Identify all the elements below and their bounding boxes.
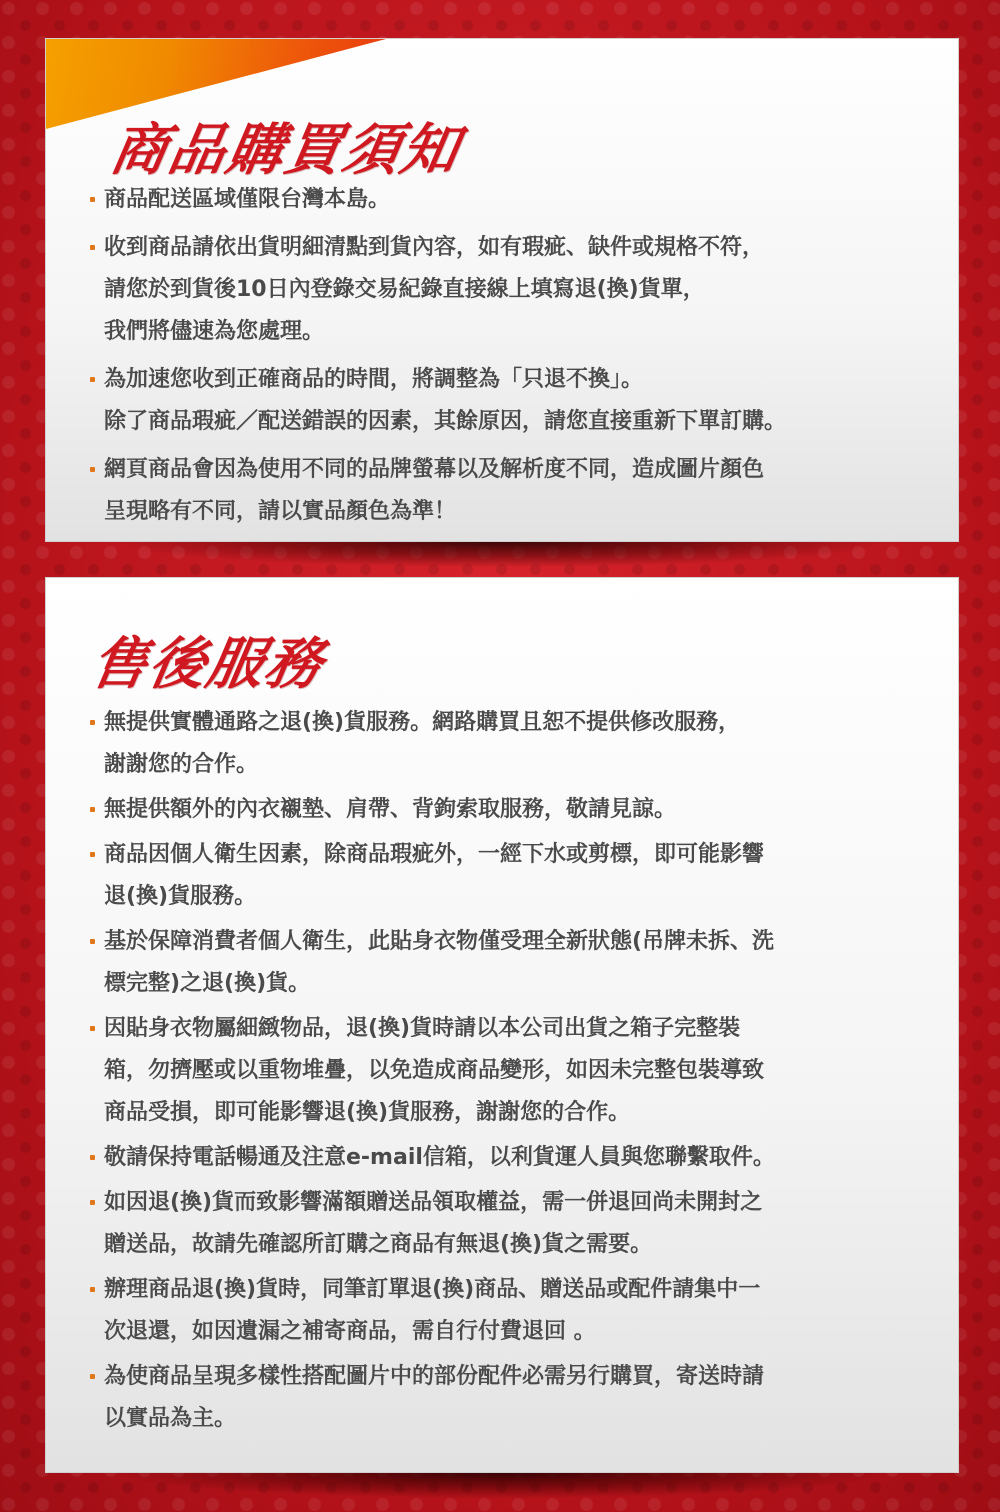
bullet-icon — [90, 1200, 95, 1205]
bullet-icon — [90, 1026, 95, 1031]
list-item — [46, 227, 958, 353]
after-sales-title: 售後服務 — [85, 632, 329, 697]
list-item-text: 無提供額外的內衣襯墊、肩帶、背鉤索取服務，敬請見諒。 — [104, 797, 677, 822]
purchase-notice-list — [46, 179, 958, 539]
list-item — [46, 1137, 958, 1179]
list-item — [46, 359, 958, 443]
list-item-text: 如因退(換)貨而致影響滿額贈送品領取權益，需一併退回尚未開封之 — [104, 1190, 763, 1215]
list-item-text: 商品配送區域僅限台灣本島。 — [104, 187, 391, 212]
list-item-text: 網頁商品會因為使用不同的品牌螢幕以及解析度不同，造成圖片顏色 — [104, 457, 765, 482]
list-item — [46, 1182, 958, 1266]
list-item-text: 為加速您收到正確商品的時間，將調整為「只退不換」。 — [104, 367, 644, 392]
list-item — [46, 1269, 958, 1353]
list-item-text: 無提供實體通路之退(換)貨服務。網路購買且恕不提供修改服務， — [104, 710, 741, 735]
list-item-text: 為使商品呈現多樣性搭配圖片中的部份配件必需另行購買，寄送時請 — [104, 1364, 765, 1389]
bullet-icon — [90, 939, 95, 944]
list-item-text: 收到商品請依出貨明細清點到貨內容，如有瑕疵、缺件或規格不符， — [104, 235, 765, 260]
list-item — [46, 702, 958, 786]
list-item-text: 敬請保持電話暢通及注意e-mail信箱，以利貨運人員與您聯繫取件。 — [104, 1145, 775, 1170]
list-item-text: 因貼身衣物屬細緻物品，退(換)貨時請以本公司出貨之箱子完整裝 — [104, 1016, 741, 1041]
list-item-text: 退(換)貨服務。 — [104, 884, 257, 909]
bullet-icon — [90, 467, 95, 472]
after-sales-list — [46, 702, 958, 1443]
bullet-icon — [90, 1374, 95, 1379]
purchase-notice-title: 商品購買須知 — [105, 118, 465, 183]
list-item — [46, 1356, 958, 1440]
list-item-text: 請您於到貨後10日內登錄交易紀錄直接線上填寫退(換)貨單， — [104, 277, 705, 302]
list-item-text: 商品因個人衛生因素，除商品瑕疵外，一經下水或剪標，即可能影響 — [104, 842, 765, 867]
purchase-notice-panel — [45, 38, 959, 542]
bullet-icon — [90, 807, 95, 812]
list-item-text: 箱，勿擠壓或以重物堆疊，以免造成商品變形，如因未完整包裝導致 — [104, 1058, 765, 1083]
list-item-text: 辦理商品退(換)貨時，同筆訂單退(換)商品、贈送品或配件請集中一 — [104, 1277, 761, 1302]
list-item-text: 次退還，如因遺漏之補寄商品，需自行付費退回 。 — [104, 1319, 596, 1344]
after-sales-panel — [45, 577, 959, 1473]
list-item-text: 除了商品瑕疵／配送錯誤的因素，其餘原因，請您直接重新下單訂購。 — [104, 409, 787, 434]
bullet-icon — [90, 245, 95, 250]
list-item-text: 以實品為主。 — [104, 1406, 237, 1431]
bullet-icon — [90, 197, 95, 202]
bullet-icon — [90, 720, 95, 725]
list-item — [46, 789, 958, 831]
bullet-icon — [90, 1155, 95, 1160]
list-item — [46, 921, 958, 1005]
list-item-text: 呈現略有不同，請以實品顏色為準！ — [104, 499, 457, 524]
list-item — [46, 834, 958, 918]
list-item-text: 我們將儘速為您處理。 — [104, 319, 325, 344]
list-item — [46, 449, 958, 533]
list-item-text: 基於保障消費者個人衛生，此貼身衣物僅受理全新狀態(吊牌未拆、洗 — [104, 929, 775, 954]
list-item-text: 贈送品，故請先確認所訂購之商品有無退(換)貨之需要。 — [104, 1232, 653, 1257]
bullet-icon — [90, 1287, 95, 1292]
bullet-icon — [90, 377, 95, 382]
list-item-text: 商品受損，即可能影響退(換)貨服務，謝謝您的合作。 — [104, 1100, 631, 1125]
bullet-icon — [90, 852, 95, 857]
panel-shadow — [120, 1472, 880, 1498]
panel-shadow — [120, 541, 880, 567]
list-item-text: 謝謝您的合作。 — [104, 752, 259, 777]
list-item — [46, 1008, 958, 1134]
list-item — [46, 179, 958, 221]
list-item-text: 標完整)之退(換)貨。 — [104, 971, 311, 996]
